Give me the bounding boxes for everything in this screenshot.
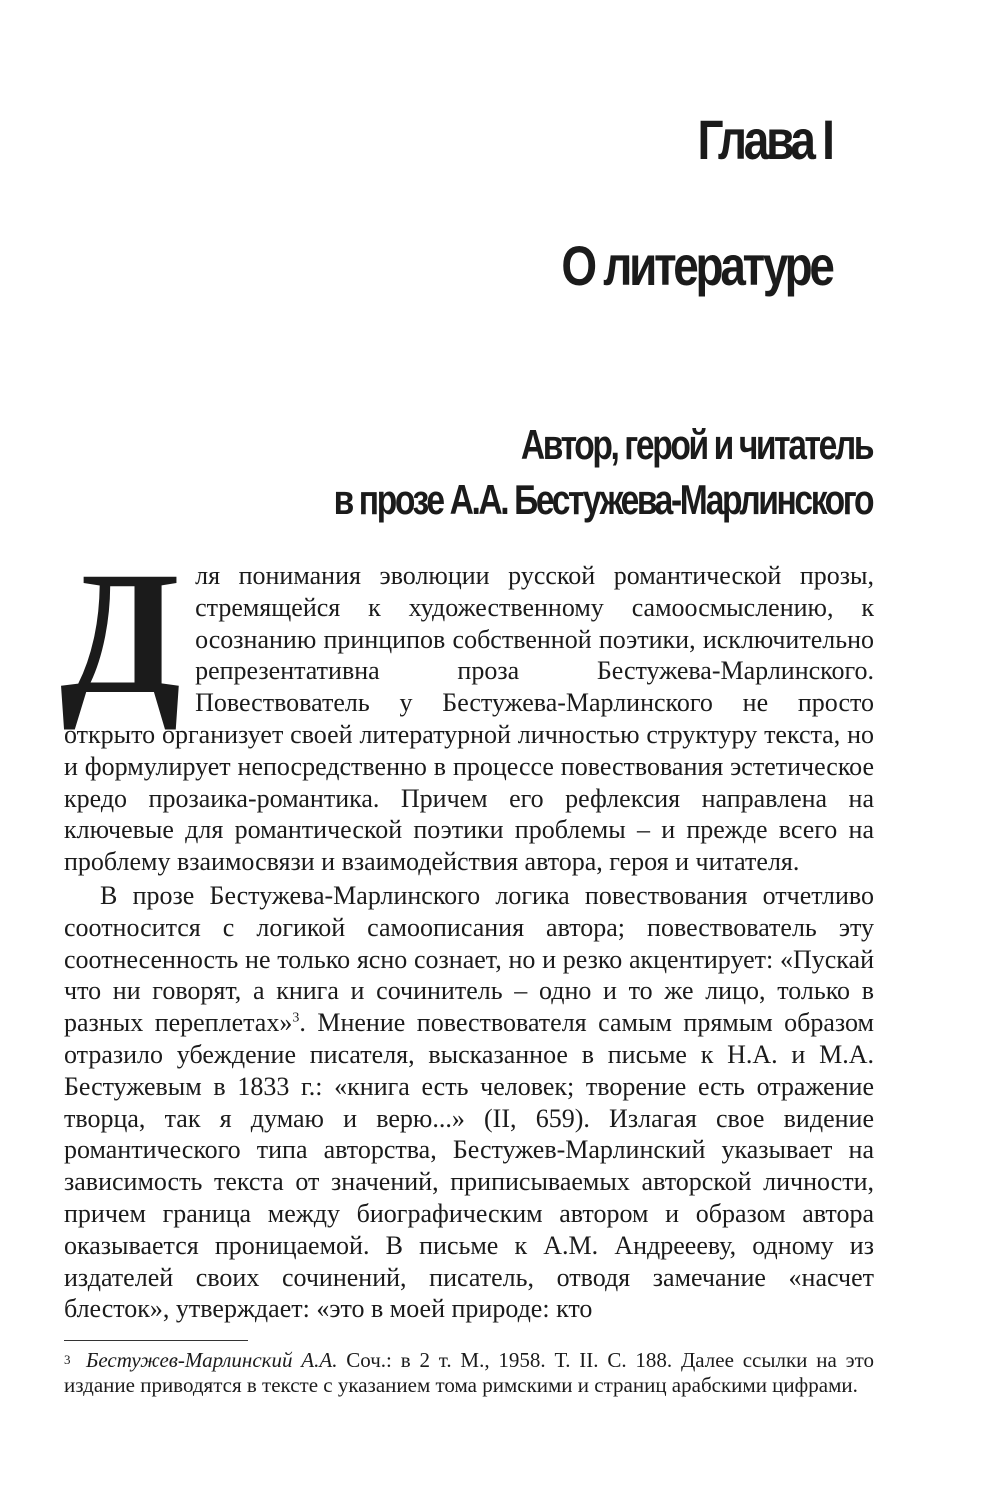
footnote (64, 1348, 874, 1397)
section-title-line-2: в прозе А.А. Бестужева-Марлинского (333, 476, 872, 523)
chapter-subtitle: О литературе (561, 234, 832, 297)
paragraph-1-text: ля понимания эволюции русской романтической прозы, стремящейся к художественному самоосмыслению, к осознанию принципов собственной поэтики, исключительно репрезентативна проза Бестужева-Марлинского. Повествователь у Бестужева-Марлинского не просто открыто организует своей литературной личностью структуру текста, но и формулирует непосредственно в процессе повествования эстетическое кредо прозаика-романтика. Причем его рефлексия направлена на ключевые для романтической поэтики проблемы – и прежде всего на проблему взаимосвязи и взаимодействия автора, героя и читателя. (64, 561, 874, 877)
footnote-divider (64, 1340, 248, 1341)
paragraph-2-text-a: В прозе Бестужева-Марлинского логика повествования отчетливо соотносится с логикой самоописания автора; повествователь эту соотнесенность не только ясно сознает, но и резко акцентирует: «Пускай что ни говорят, а книга и сочинитель – одно и то же лицо, только в разных переплетах» (64, 880, 874, 1038)
paragraph-1 (60, 536, 874, 878)
footnote-reference[interactable]: 3 (292, 1010, 300, 1026)
paragraph-2 (64, 880, 874, 1325)
chapter-title: Глава I (697, 108, 832, 171)
footnote-author: Бестужев-Марлинский А.А. (86, 1348, 338, 1372)
body-text (60, 536, 874, 1325)
drop-cap: Д (60, 536, 182, 731)
section-title (334, 417, 872, 527)
paragraph-2-text-b: . Мнение повествователя самым прямым образом отразило убеждение писателя, высказанное в письме к Н.А. и М.А. Бестужевым в 1833 г.: «книга есть человек; творение есть отражение творца, так я думаю и верю...» (II, 659). Излагая свое видение романтического типа авторства, Бестужев-Марлинский указывает на зависимость текста от значений, приписываемых авторской личности, причем граница между биографическим автором и образом автора оказывается проницаемой. В письме к А.М. Андреееву, одному из издателей своих сочинений, писатель, отводя замечание «насчет блесток», утверждает: «это в моей природе: кто (64, 1008, 874, 1324)
footnote-text: Соч.: в 2 т. М., 1958. Т. II. С. 188. Далее ссылки на это издание приводятся в тексте с указанием тома римскими и страниц арабскими цифрами. (64, 1348, 874, 1397)
footnote-number: 3 (64, 1352, 71, 1367)
section-title-line-1: Автор, герой и читатель (520, 421, 872, 468)
